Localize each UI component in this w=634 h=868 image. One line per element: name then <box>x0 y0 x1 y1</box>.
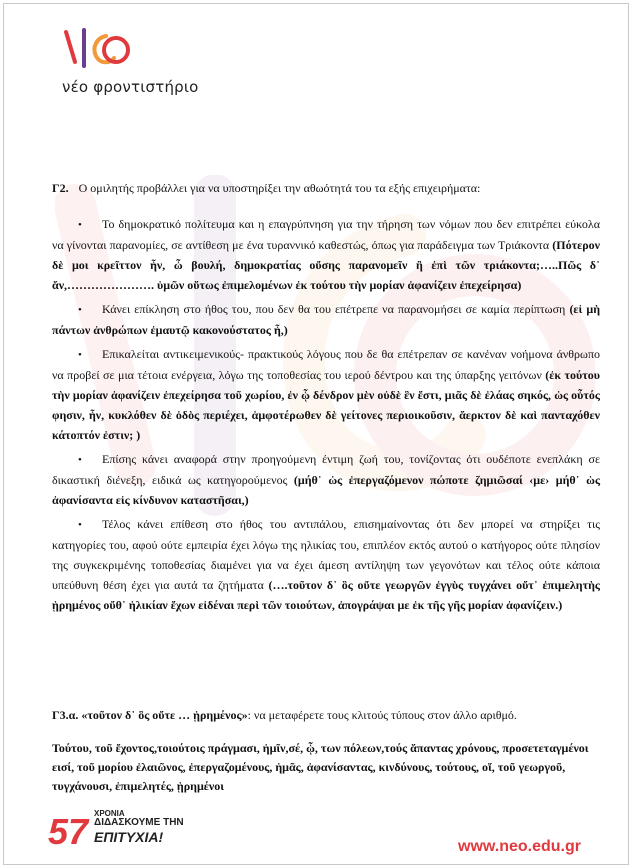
logo <box>62 26 199 106</box>
bullet-dot: • <box>78 304 82 316</box>
bullet-quote: (Πότερον δὲ μοι κρεῖττον ἦν, ὦ βουλή, δημοκρατίας οὔσης παρανομεῖν ἢ ἐπὶ τῶν τριάκοντα;…..Πῶς δ᾽ ἄν,…………………. ὑμῶν οὕτως ἐπιμελομένων ἐκ τούτου τὴν μορίαν ἀφανίζειν ἐπεχείρησα) <box>52 238 601 292</box>
bullet-dot: • <box>78 454 82 466</box>
bullet-item <box>52 344 600 445</box>
bullet-quote: (εἰ μὴ πάντων ἀνθρώπων ἐμαυτῷ κακονούστατος ἦ,) <box>52 302 601 337</box>
bullet-text: Επίσης κάνει αναφορά στην προηγούμενη έντιμη ζωή του, τονίζοντας ότι ουδέποτε ενεπλάκη σε δικαστική διένεξη, ειδικά ως κατηγορούμενος <box>52 452 600 487</box>
bullet-item <box>52 214 600 295</box>
badge-line-2: ΕΠΙΤΥΧΙΑ! <box>94 829 164 845</box>
question-label: Γ2. <box>52 181 69 195</box>
question-prompt: Ο ομιλητής προβάλλει για να υποστηρίξει την αθωότητά του τα εξής επιχειρήματα: <box>78 181 481 195</box>
badge-number: 57 <box>48 811 89 852</box>
badge-line-1: ΔΙΔΑΣΚΟΥΜΕ ΤΗΝ <box>94 817 184 828</box>
bullet-text: Τέλος κάνει επίθεση στο ήθος του αντιπάλου, επισημαίνοντας ότι δεν μπορεί να στηρίξει τις κατηγορίες του, αφού ούτε εμπειρία έχει λόγω της ηλικίας του, επιπλέον εκτός αυτού ο κατήγορος ούτε πλησίον της συγκεκριμένης τοποθεσίας διαμένει για να έχει άμεση αντίληψη των γεγονότων και τέλος ούτε κάποια υπεύθυνη θέση έχει για αυτά τα ζητήματα <box>52 517 600 592</box>
bullet-quote: (ἐκ τούτου τὴν μορίαν ἀφανίζειν ἐπεχείρησα τοῦ χωρίου, ἐν ᾧ δένδρον μὲν οὐδὲ ἓν ἔστι, μιᾶς δὲ ἐλάας σηκός, ὡς οὗτός φησιν, ἦν, κυκλόθεν δὲ ὁδὸς περιέχει, ἀμφοτέρωθεν δὲ γείτονες περιοικοῦσιν, ἄερκτον δὲ καὶ πανταχόθεν κάτοπτόν ἐστιν; ) <box>52 368 601 442</box>
bullet-list <box>52 214 600 615</box>
question-g2 <box>52 178 600 619</box>
bullet-item <box>52 514 600 615</box>
badge-line-0: ΧΡΟΝΙΑ <box>94 809 125 818</box>
bullet-text: Κάνει επίκληση στο ήθος του, που δεν θα του επέτρεπε να παρανομήσει σε καμία περίπτωση <box>102 302 566 316</box>
question-g3 <box>52 706 600 796</box>
footer-url[interactable]: www.neo.edu.gr <box>458 838 581 855</box>
bullet-text: Το δημοκρατικό πολίτευμα και η επαγρύπνηση για την τήρηση των νόμων που δεν επιτρέπει εύκολα να γίνονται παρανομίες, σε αντίθεση με ένα τυραννικό καθεστώς, όπως για παράδειγμα των Τριάκοντα <box>52 217 600 252</box>
bullet-quote: (….τοῦτον δ᾽ ὃς οὔτε γεωργῶν ἐγγὺς τυγχάνει οὔτ᾽ ἐπιμελητὴς ᾑρημένος οὔθ᾽ ἡλικίαν ἔχων εἰδέναι περὶ τῶν τοιούτων, ἀπογράψαι με ἐκ τῆς γῆς μορίαν ἀφανίζειν.) <box>52 578 600 612</box>
footer-badge <box>48 809 184 852</box>
bullet-dot: • <box>78 219 82 231</box>
bullet-item <box>52 449 600 510</box>
g3-label: Γ3.α. <box>52 708 79 722</box>
neo-logo-icon <box>62 26 132 78</box>
bullet-dot: • <box>78 349 82 361</box>
bullet-quote: (μήθ᾽ ὡς ἐπεργαζόμενον πώποτε ζημιῶσαί ‹με› μήθ᾽ ὡς ἀφανίσαντα εἰς κίνδυνον καταστῆσαι,) <box>52 473 601 507</box>
g3-words: Τούτου, τοῦ ἔχοντος,τοιούτοις πράγμασι, ἡμῖν,σέ, ᾧ, των πόλεων,τούς ἅπαντας χρόνους, προσετεταγμένοι εισί, τοῦ μορίου ἐλαιῶνος, ἐπεργαζομένους, ἡμᾶς, ἀφανίσαντας, κινδύνους, τούτους, οἵ, τοῦ γεωργοῦ, τυγχάνουσι, ἐπιμελητές, ᾑρημένοι <box>52 741 589 793</box>
bullet-text: Επικαλείται αντικειμενικούς- πρακτικούς λόγους που δε θα επέτρεπαν σε κανέναν νοήμονα άνθρωπο να προβεί σε μια τέτοια ενέργεια, λόγω της τοποθεσίας του ιερού δέντρου και της ύπαρξης γειτόνων <box>52 347 600 382</box>
g3-title <box>52 706 600 725</box>
g3-quote: «τοῦτον δ᾽ ὃς οὔτε … ᾑρημένος» <box>81 708 248 722</box>
logo-text: νέο φροντιστήριο <box>62 78 199 96</box>
bullet-dot: • <box>78 519 82 531</box>
g3-prompt: : να μεταφέρετε τους κλιτούς τύπους στον άλλο αριθμό. <box>247 708 517 722</box>
question-header <box>52 178 600 198</box>
bullet-item <box>52 299 600 340</box>
